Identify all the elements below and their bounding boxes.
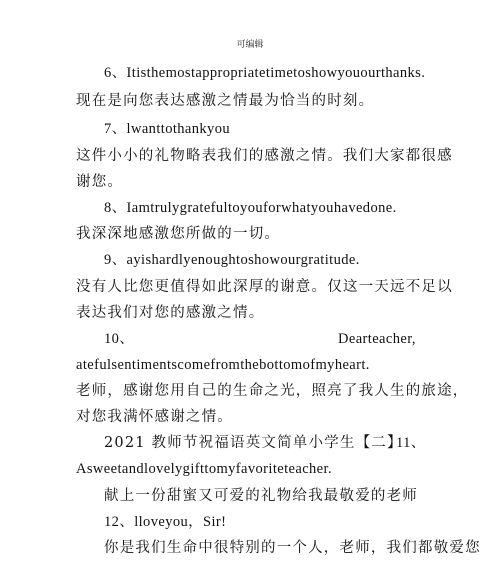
line-7-zh-2: 谢您。	[76, 174, 124, 190]
line-8-zh: 我深深地感激您所做的一切。	[76, 226, 281, 242]
line-6-zh: 现在是向您表达感激之情最为恰当的时刻。	[76, 93, 375, 109]
line-9-en: 9、ayishardlyenoughtoshowourgratitude.	[104, 252, 360, 268]
line-9-zh-1: 没有人比您更值得如此深厚的谢意。仅这一天远不足以	[76, 279, 453, 295]
line-11-en: Asweetandlovelygifttomyfavoriteteacher.	[76, 461, 332, 477]
line-11-number: 11、	[396, 435, 426, 451]
line-9-zh-2: 表达我们对您的感激之情。	[76, 305, 265, 321]
line-7-zh-1: 这件小小的礼物略表我们的感激之情。我们大家都很感	[76, 148, 453, 164]
line-11-zh: 献上一份甜蜜又可爱的礼物给我最敬爱的老师	[104, 488, 418, 504]
line-10-en: atefulsentimentscomefromthebottomofmyheart.	[76, 357, 370, 373]
line-10-greeting: Dearteacher,	[338, 331, 416, 347]
line-10-number: 10、	[104, 331, 135, 347]
page-header: 可编辑	[236, 40, 264, 50]
line-10-zh-2: 对您我满怀感谢之情。	[76, 409, 233, 425]
line-6-en: 6、Itisthemostappropriatetimetoshowyouourthanks.	[104, 65, 426, 81]
line-7-en: 7、lwanttothankyou	[104, 121, 231, 137]
line-12-en: 12、lloveyou，Sir!	[104, 514, 227, 530]
line-12-zh: 你是我们生命中很特别的一个人，老师，我们都敬爱您	[104, 540, 481, 556]
section-heading: 2021 教师节祝福语英文简单小学生【二】	[104, 435, 403, 451]
line-10-zh-1: 老师，感谢您用自己的生命之光，照亮了我人生的旅途，	[76, 383, 469, 399]
line-8-en: 8、Iamtrulygratefultoyouforwhatyouhavedone.	[104, 200, 397, 216]
